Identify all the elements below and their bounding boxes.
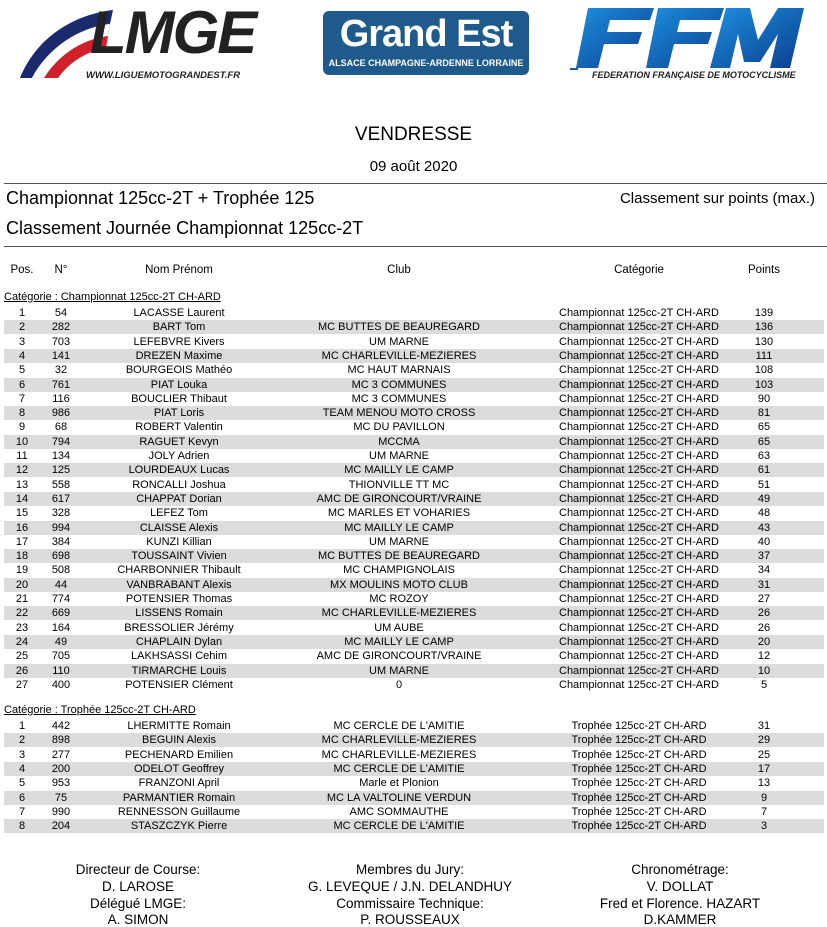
category-label: Catégorie : Championnat 125cc-2T CH-ARD [4, 291, 221, 303]
club: MC HAUT MARNAIS [347, 364, 451, 377]
position: 2 [18, 734, 26, 747]
category: Championnat 125cc-2T CH-ARD [559, 678, 719, 691]
position: 8 [18, 407, 26, 420]
points: 20 [757, 635, 771, 648]
racer-number: 384 [51, 535, 71, 548]
club: MC CHAMPIGNOLAIS [343, 564, 455, 577]
club: MC ROZOY [369, 593, 429, 605]
points: 5 [760, 678, 768, 691]
table-row [4, 791, 824, 805]
event-title: VENDRESSE [354, 124, 473, 145]
racer-name: BART Tom [152, 321, 206, 334]
points: 136 [754, 321, 774, 334]
club: MC MARLES ET VOHARIES [327, 507, 471, 520]
racer-number: 328 [51, 507, 71, 520]
table-row [4, 621, 824, 635]
points: 49 [757, 492, 771, 505]
position: 23 [15, 621, 29, 634]
table-row [4, 306, 824, 320]
racer-name: JOLY Adrien [148, 450, 210, 462]
position: 18 [15, 550, 29, 563]
racer-name: PIAT Loris [153, 407, 205, 420]
ffm-logo-mark-icon [566, 6, 806, 70]
racer-name: CHARBONNIER Thibault [117, 564, 241, 577]
points: 31 [757, 578, 771, 591]
category: Championnat 125cc-2T CH-ARD [559, 378, 719, 391]
footer-left-line: D. LAROSE [101, 879, 175, 894]
position: 4 [18, 349, 26, 362]
footer-right-line: V. DOLLAT [646, 879, 714, 894]
racer-name: STASZCZYK Pierre [130, 820, 228, 833]
racer-name: LEFEBVRE Kivers [133, 335, 225, 348]
table-row [4, 563, 824, 577]
category: Trophée 125cc-2T CH-ARD [571, 777, 707, 790]
footer-center-line: Membres du Jury: [355, 862, 465, 877]
racer-number: 68 [54, 421, 68, 434]
racer-name: BRESSOLIER Jérémy [124, 621, 234, 634]
table-row [4, 678, 824, 692]
racer-number: 442 [51, 720, 71, 732]
club: MC 3 COMMUNES [351, 392, 447, 405]
position: 1 [18, 307, 26, 319]
points: 65 [757, 435, 771, 448]
racer-name: LAKHSASSI Cehim [131, 650, 227, 663]
table-row [4, 719, 824, 733]
day-title: Classement Journée Championnat 125cc-2T [6, 218, 364, 238]
club: TEAM MENOU MOTO CROSS [322, 407, 476, 420]
club: MC CERCLE DE L'AMITIE [333, 820, 465, 833]
racer-number: 986 [51, 407, 71, 420]
position: 22 [15, 607, 29, 620]
table-row [4, 406, 824, 420]
lmge-url: WWW.LIGUEMOTOGRANDEST.FR [86, 70, 241, 81]
position: 7 [18, 392, 26, 405]
category: Championnat 125cc-2T CH-ARD [559, 435, 719, 448]
racer-number: 125 [51, 464, 71, 477]
points: 51 [757, 478, 771, 491]
event-date: 09 août 2020 [369, 158, 458, 175]
points: 43 [757, 521, 771, 534]
position: 21 [15, 593, 29, 605]
club: MC CERCLE DE L'AMITIE [333, 762, 465, 775]
category: Championnat 125cc-2T CH-ARD [559, 650, 719, 663]
points: 48 [757, 507, 771, 520]
col-points-header: Points [748, 264, 780, 276]
points: 34 [757, 564, 771, 577]
club: MC 3 COMMUNES [351, 378, 447, 391]
racer-number: 54 [54, 307, 68, 319]
racer-number: 669 [51, 607, 71, 620]
racer-name: TIRMARCHE Louis [131, 664, 227, 677]
category: Trophée 125cc-2T CH-ARD [571, 805, 707, 818]
position: 11 [16, 450, 28, 462]
racer-name: LACASSE Laurent [133, 307, 225, 319]
racer-name: PIAT Louka [150, 378, 208, 391]
racer-name: LISSENS Romain [135, 607, 223, 620]
position: 15 [15, 507, 29, 520]
table-row [4, 435, 824, 449]
club: MC MAILLY LE CAMP [344, 464, 454, 477]
racer-number: 774 [51, 593, 71, 605]
racer-number: 200 [51, 762, 71, 775]
ffm-subtitle: FEDERATION FRANÇAISE DE MOTOCYCLISME [592, 70, 796, 80]
col-club-header: Club [387, 264, 411, 276]
table-row [4, 748, 824, 762]
club: MC MAILLY LE CAMP [344, 521, 454, 534]
points: 13 [757, 777, 771, 790]
racer-name: POTENSIER Clément [125, 678, 233, 691]
racer-number: 698 [51, 550, 71, 563]
category: Championnat 125cc-2T CH-ARD [559, 421, 719, 434]
club: MC MAILLY LE CAMP [344, 635, 454, 648]
racer-number: 794 [51, 435, 71, 448]
table-row [4, 762, 824, 776]
category: Championnat 125cc-2T CH-ARD [559, 578, 719, 591]
category: Championnat 125cc-2T CH-ARD [559, 364, 719, 377]
sort-label: Classement sur points (max.) [619, 190, 815, 207]
category: Championnat 125cc-2T CH-ARD [559, 521, 719, 534]
divider [4, 246, 827, 247]
club: UM MARNE [369, 450, 429, 462]
club: UM MARNE [369, 535, 429, 548]
racer-number: 953 [51, 777, 71, 790]
club: UM AUBE [374, 621, 424, 634]
racer-name: BOUCLIER Thibaut [131, 392, 227, 405]
grandest-title: Grand Est [339, 13, 513, 55]
racer-number: 705 [51, 650, 71, 663]
club: MC DU PAVILLON [353, 421, 445, 434]
points: 29 [757, 734, 771, 747]
table-row [4, 578, 824, 592]
table-row [4, 776, 824, 790]
table-row [4, 320, 824, 334]
table-row [4, 335, 824, 349]
club: UM MARNE [369, 664, 429, 677]
table-row [4, 449, 824, 463]
points: 130 [754, 335, 774, 348]
grandest-logo [323, 11, 529, 75]
position: 9 [18, 421, 26, 434]
category: Championnat 125cc-2T CH-ARD [559, 450, 719, 462]
racer-number: 617 [51, 492, 71, 505]
position: 26 [15, 664, 29, 677]
club: MC CHARLEVILLE-MEZIERES [321, 748, 477, 761]
footer-center-line: P. ROUSSEAUX [360, 912, 460, 927]
club: AMC SOMMAUTHE [349, 805, 449, 818]
championship-title: Championnat 125cc-2T + Trophée 125 [6, 188, 315, 208]
position: 6 [18, 791, 26, 804]
category: Championnat 125cc-2T CH-ARD [559, 550, 719, 563]
racer-name: ODELOT Geoffrey [133, 762, 225, 775]
points: 26 [757, 607, 771, 620]
table-row [4, 506, 824, 520]
points: 31 [757, 720, 771, 732]
category: Championnat 125cc-2T CH-ARD [559, 321, 719, 334]
footer-right-line: Fred et Florence. HAZART [599, 896, 761, 911]
table-row [4, 521, 824, 535]
club: 0 [395, 678, 403, 691]
points: 3 [760, 820, 768, 833]
table-header [4, 263, 824, 277]
category: Championnat 125cc-2T CH-ARD [559, 392, 719, 405]
racer-name: TOUSSAINT Vivien [131, 550, 227, 563]
col-pos-header: Pos. [10, 264, 34, 276]
points: 108 [754, 364, 774, 377]
racer-number: 204 [51, 820, 71, 833]
table-row [4, 664, 824, 678]
category: Championnat 125cc-2T CH-ARD [559, 621, 719, 634]
points: 40 [757, 535, 771, 548]
racer-name: DREZEN Maxime [135, 349, 223, 362]
racer-number: 116 [52, 392, 70, 405]
racer-name: LEFEZ Tom [150, 507, 208, 520]
points: 17 [757, 762, 771, 775]
footer-left-line: Directeur de Course: [75, 862, 201, 877]
category: Championnat 125cc-2T CH-ARD [559, 564, 719, 577]
racer-name: LHERMITTE Romain [127, 720, 231, 732]
points: 61 [757, 464, 771, 477]
club: MX MOULINS MOTO CLUB [330, 578, 468, 591]
category: Trophée 125cc-2T CH-ARD [571, 734, 707, 747]
table-row [4, 378, 824, 392]
position: 24 [15, 635, 29, 648]
ffm-logo [566, 6, 806, 84]
racer-name: RAGUET Kevyn [139, 435, 219, 448]
position: 16 [15, 521, 29, 534]
position: 5 [18, 364, 26, 377]
category: Championnat 125cc-2T CH-ARD [559, 478, 719, 491]
category: Trophée 125cc-2T CH-ARD [571, 791, 707, 804]
points: 10 [757, 664, 771, 677]
col-num-header: N° [54, 264, 68, 276]
points: 65 [757, 421, 771, 434]
table-row [4, 592, 824, 606]
position: 4 [18, 762, 26, 775]
club: THIONVILLE TT MC [348, 478, 450, 491]
racer-name: CLAISSE Alexis [139, 521, 219, 534]
racer-number: 282 [51, 321, 71, 334]
table-row [4, 733, 824, 747]
category-label: Catégorie : Trophée 125cc-2T CH-ARD [4, 704, 196, 716]
racer-number: 508 [51, 564, 71, 577]
table-row [4, 492, 824, 506]
points: 12 [757, 650, 771, 663]
position: 25 [15, 650, 29, 663]
category: Trophée 125cc-2T CH-ARD [571, 748, 707, 761]
category: Championnat 125cc-2T CH-ARD [559, 335, 719, 348]
category: Championnat 125cc-2T CH-ARD [559, 593, 719, 605]
club: MC CHARLEVILLE-MEZIERES [321, 607, 477, 620]
position: 12 [15, 464, 29, 477]
divider [4, 183, 827, 184]
racer-number: 994 [51, 521, 71, 534]
racer-number: 134 [51, 450, 71, 462]
category: Championnat 125cc-2T CH-ARD [559, 535, 719, 548]
racer-number: 898 [51, 734, 71, 747]
racer-number: 990 [51, 805, 71, 818]
club: AMC DE GIRONCOURT/VRAINE [316, 492, 482, 505]
racer-name: BEGUIN Alexis [142, 734, 216, 747]
position: 20 [15, 578, 29, 591]
position: 19 [15, 564, 29, 577]
racer-name: CHAPPAT Dorian [136, 492, 222, 505]
table-row [4, 649, 824, 663]
category: Championnat 125cc-2T CH-ARD [559, 507, 719, 520]
racer-number: 703 [51, 335, 71, 348]
points: 81 [757, 407, 771, 420]
category: Championnat 125cc-2T CH-ARD [559, 407, 719, 420]
points: 26 [757, 621, 771, 634]
position: 7 [18, 805, 26, 818]
racer-number: 44 [54, 578, 68, 591]
racer-name: KUNZI Killian [146, 535, 212, 548]
racer-name: RENNESSON Guillaume [117, 805, 241, 818]
points: 7 [760, 805, 768, 818]
table-row [4, 349, 824, 363]
club: MC CERCLE DE L'AMITIE [333, 720, 465, 732]
footer-left-line: A. SIMON [107, 912, 169, 927]
racer-name: FRANZONI April [138, 777, 220, 790]
footer-center-line: G. LEVEQUE / J.N. DELANDHUY [307, 879, 513, 894]
footer-right-line: D.KAMMER [643, 912, 717, 927]
position: 13 [15, 478, 29, 491]
table-row [4, 805, 824, 819]
racer-name: PECHENARD Emilien [124, 748, 234, 761]
club: MC CHARLEVILLE-MEZIERES [321, 349, 477, 362]
points: 37 [757, 550, 771, 563]
racer-number: 277 [51, 748, 71, 761]
footer-left-line: Délégué LMGE: [89, 896, 187, 911]
racer-name: PARMANTIER Romain [122, 791, 236, 804]
category: Trophée 125cc-2T CH-ARD [571, 820, 707, 833]
category: Championnat 125cc-2T CH-ARD [559, 464, 719, 477]
points: 139 [754, 307, 774, 319]
col-name-header: Nom Prénom [145, 264, 213, 276]
racer-name: POTENSIER Thomas [125, 593, 233, 605]
club: UM MARNE [369, 335, 429, 348]
position: 10 [15, 435, 29, 448]
racer-number: 49 [54, 635, 68, 648]
table-row [4, 549, 824, 563]
racer-number: 761 [51, 378, 71, 391]
points: 63 [757, 450, 771, 462]
position: 3 [18, 335, 26, 348]
racer-name: BOURGEOIS Mathéo [125, 364, 233, 377]
footer-right-line: Chronométrage: [631, 862, 729, 877]
footer-center-line: Commissaire Technique: [336, 896, 484, 911]
racer-number: 75 [54, 791, 68, 804]
category: Championnat 125cc-2T CH-ARD [559, 664, 719, 677]
table-row [4, 392, 824, 406]
category: Championnat 125cc-2T CH-ARD [559, 307, 719, 319]
club: MC LA VALTOLINE VERDUN [326, 791, 472, 804]
club: AMC DE GIRONCOURT/VRAINE [316, 650, 482, 663]
points: 103 [754, 378, 774, 391]
grandest-subtitle: ALSACE CHAMPAGNE-ARDENNE LORRAINE [328, 58, 524, 68]
points: 25 [757, 748, 771, 761]
racer-number: 558 [51, 478, 71, 491]
points: 27 [757, 593, 771, 605]
racer-number: 141 [51, 349, 71, 362]
table-row [4, 363, 824, 377]
category: Trophée 125cc-2T CH-ARD [571, 720, 707, 732]
points: 111 [755, 349, 773, 362]
position: 8 [18, 820, 26, 833]
racer-number: 164 [51, 621, 71, 634]
racer-name: ROBERT Valentin [135, 421, 223, 434]
points: 9 [760, 791, 768, 804]
col-category-header: Catégorie [614, 264, 664, 276]
club: MC CHARLEVILLE-MEZIERES [321, 734, 477, 747]
table-row [4, 420, 824, 434]
racer-number: 400 [51, 678, 71, 691]
club: Marle et Plonion [359, 777, 439, 790]
club: MCCMA [378, 435, 420, 448]
lmge-logo-text: LMGE [90, 0, 256, 66]
club: MC BUTTES DE BEAUREGARD [318, 550, 480, 563]
position: 3 [18, 748, 26, 761]
racer-name: VANBRABANT Alexis [126, 578, 232, 591]
lmge-logo [18, 0, 280, 84]
position: 6 [18, 378, 26, 391]
category: Trophée 125cc-2T CH-ARD [571, 762, 707, 775]
table-row [4, 535, 824, 549]
club: MC BUTTES DE BEAUREGARD [318, 321, 480, 334]
table-row [4, 478, 824, 492]
position: 5 [18, 777, 26, 790]
table-row [4, 635, 824, 649]
position: 2 [18, 321, 26, 334]
table-row [4, 463, 824, 477]
racer-number: 110 [52, 664, 70, 677]
position: 1 [18, 720, 26, 732]
category: Championnat 125cc-2T CH-ARD [559, 349, 719, 362]
position: 27 [15, 678, 29, 691]
category: Championnat 125cc-2T CH-ARD [559, 607, 719, 620]
racer-name: RONCALLI Joshua [132, 478, 226, 491]
table-row [4, 819, 824, 833]
table-row [4, 606, 824, 620]
position: 17 [15, 535, 29, 548]
racer-name: CHAPLAIN Dylan [135, 635, 223, 648]
racer-number: 32 [54, 364, 68, 377]
category: Championnat 125cc-2T CH-ARD [559, 492, 719, 505]
points: 90 [757, 392, 771, 405]
category: Championnat 125cc-2T CH-ARD [559, 635, 719, 648]
racer-name: LOURDEAUX Lucas [128, 464, 230, 477]
position: 14 [15, 492, 29, 505]
